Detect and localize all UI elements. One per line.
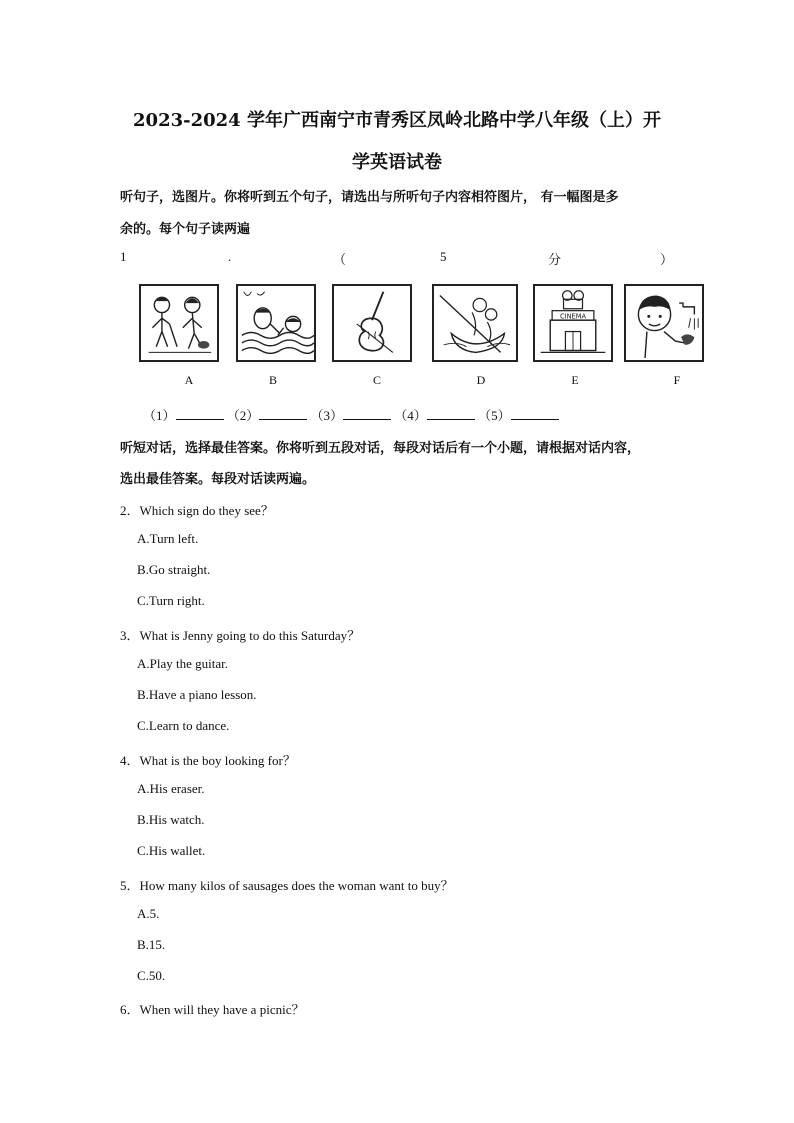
blank-2-label: （2） xyxy=(226,408,260,423)
picture-b-label: B xyxy=(268,373,277,387)
question-3-option-a[interactable]: A.Play the guitar. xyxy=(137,656,228,671)
question-1-number: 1 xyxy=(120,249,127,264)
section2-instruction-line-2: 选出最佳答案。每段对话读两遍。 xyxy=(120,472,316,487)
question-4-option-c[interactable]: C.His wallet. xyxy=(137,843,206,858)
question-3-option-c[interactable]: C.Learn to dance. xyxy=(137,718,230,733)
blank-1-label: （1） xyxy=(143,408,176,423)
question-6-stem: 6．When will they have a picnic？ xyxy=(120,1002,305,1017)
children-cleaning-icon xyxy=(141,286,217,360)
answer-blank-3[interactable] xyxy=(343,407,391,420)
section1-instruction-line-2: 余的。每个句子读两遍 xyxy=(120,222,251,237)
question-2-option-a[interactable]: A.Turn left. xyxy=(137,531,199,546)
answer-blank-4[interactable] xyxy=(427,407,475,420)
question-1-close-paren: ） xyxy=(660,252,674,267)
question-1-score-unit: 分 xyxy=(548,252,562,267)
picture-c xyxy=(332,284,412,362)
question-1-header xyxy=(0,249,794,267)
answer-blank-1[interactable] xyxy=(176,407,224,420)
question-4-option-a[interactable]: A.His eraser. xyxy=(137,781,205,796)
section1-instruction-line-1: 听句子，选图片。你将听到五个句子，请选出与所听句子内容相符图片， 有一幅图是多 xyxy=(120,190,619,205)
section2-instruction-line-1: 听短对话，选择最佳答案。你将听到五段对话，每段对话后有一个小题，请根据对话内容， xyxy=(120,441,641,456)
picture-f-label: F xyxy=(673,373,681,387)
picture-d-label: D xyxy=(476,373,486,387)
exam-title-line-1: 2023-2024 学年广西南宁市青秀区凤岭北路中学八年级（上）开 xyxy=(133,110,661,131)
question-5-stem: 5．How many kilos of sausages does the woman want to buy？ xyxy=(120,878,454,893)
question-3-stem: 3．What is Jenny going to do this Saturday？ xyxy=(120,628,361,643)
picture-f xyxy=(624,284,704,362)
svg-text:CINEMA: CINEMA xyxy=(560,312,586,321)
question-4-option-b[interactable]: B.His watch. xyxy=(137,812,205,827)
question-1-open-paren: （ xyxy=(333,252,347,267)
rafting-icon xyxy=(434,286,516,360)
question-1-score: 5 xyxy=(440,249,447,264)
children-swimming-icon xyxy=(238,286,314,360)
boy-washing-hands-icon xyxy=(626,286,702,360)
picture-d xyxy=(432,284,518,362)
question-5-option-c[interactable]: C.50. xyxy=(137,968,166,983)
question-3-option-b[interactable]: B.Have a piano lesson. xyxy=(137,687,257,702)
cinema-icon xyxy=(535,286,611,360)
question-2-option-c[interactable]: C.Turn right. xyxy=(137,593,205,608)
question-5-option-a[interactable]: A.5. xyxy=(137,906,160,921)
picture-e-label: E xyxy=(571,373,579,387)
question-4-stem: 4．What is the boy looking for？ xyxy=(120,753,296,768)
question-2-option-b[interactable]: B.Go straight. xyxy=(137,562,211,577)
answer-blank-5[interactable] xyxy=(511,407,559,420)
picture-a xyxy=(139,284,219,362)
blank-5-label: （5） xyxy=(478,408,511,423)
picture-c-label: C xyxy=(372,373,381,387)
picture-e xyxy=(533,284,613,362)
question-2-stem: 2．Which sign do they see？ xyxy=(120,503,274,518)
blank-3-label: （3） xyxy=(310,408,344,423)
blank-4-label: （4） xyxy=(394,408,427,423)
picture-b xyxy=(236,284,316,362)
picture-a-label: A xyxy=(184,373,194,387)
violin-icon xyxy=(334,286,410,360)
exam-title-line-2: 学英语试卷 xyxy=(352,152,442,173)
answer-blanks-row xyxy=(143,405,559,424)
question-1-dot: . xyxy=(228,249,232,264)
answer-blank-2[interactable] xyxy=(259,407,307,420)
question-5-option-b[interactable]: B.15. xyxy=(137,937,166,952)
